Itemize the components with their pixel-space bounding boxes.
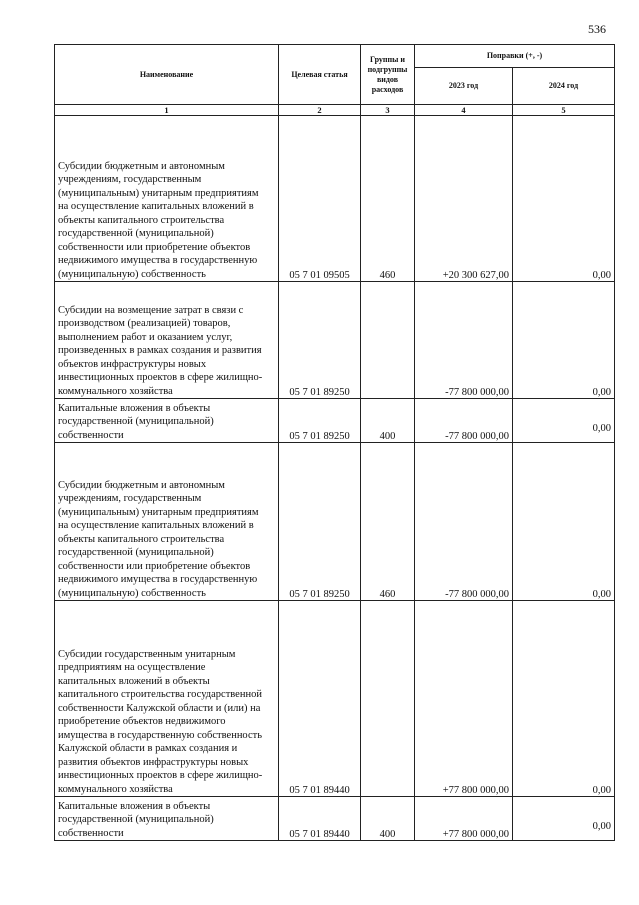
header-group-line: Группы и — [369, 54, 405, 64]
column-number: 5 — [513, 105, 615, 116]
row-target-article: 05 7 01 09505 — [279, 116, 361, 282]
page-number: 536 — [588, 22, 606, 36]
row-target-article: 05 7 01 89250 — [279, 443, 361, 601]
column-number: 4 — [415, 105, 513, 116]
row-amount-2023: +77 800 000,00 — [415, 797, 513, 841]
row-amount-2024: 0,00 — [513, 443, 615, 601]
header-expense-groups — [361, 45, 415, 105]
column-number-row — [55, 105, 615, 116]
table-row — [55, 116, 615, 282]
row-expense-group: 400 — [361, 797, 415, 841]
row-amount-2024: 0,00 — [513, 601, 615, 797]
row-amount-2024: 0,00 — [513, 282, 615, 399]
row-expense-group — [361, 282, 415, 399]
header-target-article: Целевая статья — [279, 45, 361, 105]
row-name: Субсидии бюджетным и автономным учреждениям, государственным (муниципальным) унитарным предприятиям на осуществление капитальных вложений в объекты капитального строительства государственной (муниципальной) собственности или приобретение объектов недвижимого имущества в государственную (муниципальную) собственность — [55, 443, 279, 601]
row-target-article: 05 7 01 89440 — [279, 797, 361, 841]
header-amendments: Поправки (+, -) — [415, 45, 615, 68]
row-amount-2023: -77 800 000,00 — [415, 443, 513, 601]
header-group-line: расходов — [371, 84, 404, 94]
row-name: Капитальные вложения в объекты государственной (муниципальной) собственности — [55, 797, 279, 841]
row-target-article: 05 7 01 89250 — [279, 282, 361, 399]
row-amount-2023: -77 800 000,00 — [415, 399, 513, 443]
table-row — [55, 601, 615, 797]
row-amount-2024: 0,00 — [513, 399, 615, 443]
row-expense-group: 460 — [361, 443, 415, 601]
header-name: Наименование — [55, 45, 279, 105]
row-amount-2024: 0,00 — [513, 116, 615, 282]
row-target-article: 05 7 01 89440 — [279, 601, 361, 797]
table-row — [55, 443, 615, 601]
table-row — [55, 797, 615, 841]
row-name: Капитальные вложения в объекты государственной (муниципальной) собственности — [55, 399, 279, 443]
row-amount-2023: +20 300 627,00 — [415, 116, 513, 282]
header-year-2024: 2024 год — [513, 68, 615, 105]
header-year-2023: 2023 год — [415, 68, 513, 105]
table-row — [55, 282, 615, 399]
header-group-line: подгруппы — [367, 64, 408, 74]
table-row — [55, 399, 615, 443]
column-number: 1 — [55, 105, 279, 116]
row-name: Субсидии бюджетным и автономным учреждениям, государственным (муниципальным) унитарным предприятиям на осуществление капитальных вложений в объекты капитального строительства государственной (муниципальной) собственности или приобретение объектов недвижимого имущества в государственную (муниципальную) собственность — [55, 116, 279, 282]
row-expense-group: 460 — [361, 116, 415, 282]
row-name: Субсидии на возмещение затрат в связи с производством (реализацией) товаров, выполнением работ и оказанием услуг, произведенных в рамках создания и развития объектов инфраструктуры новых инвестиционных проектов в сфере жилищно- коммунального хозяйства — [55, 282, 279, 399]
row-name: Субсидии государственным унитарным предприятиям на осуществление капитальных вложений в объекты капитального строительства государственной собственности Калужской области и (или) на приобретение объектов недвижимого имущества в государственную собственность Калужской области в рамках создания и развития объектов инфраструктуры новых инвестиционных проектов в сфере жилищно- коммунального хозяйства — [55, 601, 279, 797]
header-group-line: видов — [376, 74, 399, 84]
row-amount-2023: +77 800 000,00 — [415, 601, 513, 797]
column-number: 2 — [279, 105, 361, 116]
budget-amendments-table — [54, 44, 615, 841]
row-target-article: 05 7 01 89250 — [279, 399, 361, 443]
column-number: 3 — [361, 105, 415, 116]
row-amount-2024: 0,00 — [513, 797, 615, 841]
row-amount-2023: -77 800 000,00 — [415, 282, 513, 399]
row-expense-group — [361, 601, 415, 797]
row-expense-group: 400 — [361, 399, 415, 443]
